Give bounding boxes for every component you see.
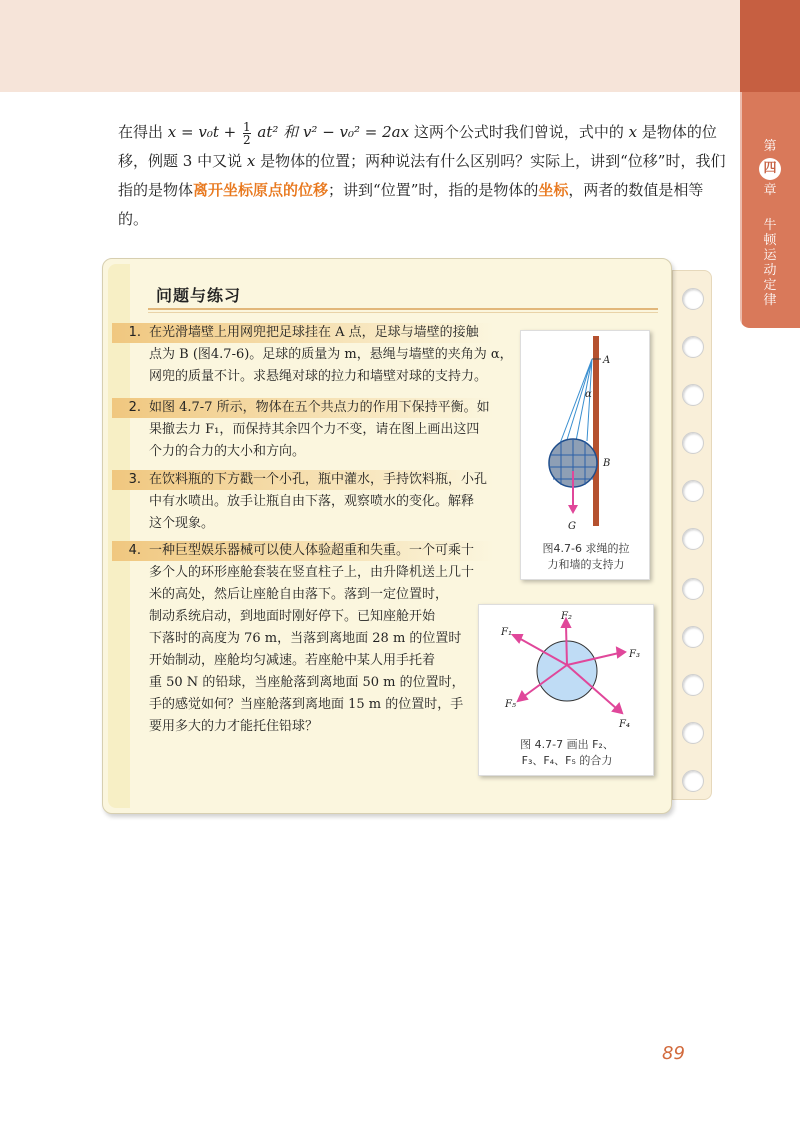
question-line: 手的感觉如何？当座舱落到离地面 15 m 的位置时，手 [149,697,464,712]
highlight-term: 离开坐标原点的位移 [193,181,329,199]
ring-hole [682,528,704,550]
ring-hole [682,336,704,358]
ball-on-wall-diagram [521,331,651,536]
question-line: 中有水喷出。放手让瓶自由下落，观察喷水的变化。解释 [149,494,475,509]
fraction-numerator: 1 [243,119,251,134]
question-line: 点为 B (图4.7-6)。足球的质量为 m，悬绳与墙壁的夹角为 α， [149,347,513,362]
label-f4: F₄ [619,719,630,730]
caption-line: 图 4.7-7 画出 F₂、 [520,738,614,751]
caption-line: 图4.7-6 求绳的拉 [542,542,630,555]
formula-part: x = v₀t + [167,123,237,141]
five-forces-diagram [479,605,655,733]
force-f1-head [513,635,522,642]
net-strings [559,359,592,446]
figure-caption [525,541,647,573]
ring-hole [682,674,704,696]
formula-part: at² 和 v² − v₀² = 2ax [257,123,410,141]
chapter-prefix: 第 [763,139,777,154]
question-line: 米的高处，然后让座舱自由落下。落到一定位置时， [149,587,449,602]
question-number: 3. [128,472,141,487]
chapter-marker [752,138,788,308]
fraction [243,121,251,146]
intro-text: 是物体的位置；两种说法有什么区别吗？实际上，讲到“位移”时，我们指的是物体 [118,152,726,199]
variable-x: x [628,123,638,141]
question-line: 如图 4.7-7 所示，物体在五个共点力的作用下保持平衡。如 [149,400,490,415]
question-4 [113,540,474,738]
question-line: 网兜的质量不计。求悬绳对球的拉力和墙壁对球的支持力。 [149,369,488,384]
question-line: 果撤去力 F₁，而保持其余四个力不变，请在图上画出这四 [149,422,480,437]
ring-hole [682,480,704,502]
intro-text: ，两者的数值是相等的。 [118,181,704,228]
header-band [0,0,740,92]
highlight-term: 坐标 [538,181,569,199]
question-number: 1. [128,325,141,340]
question-3 [113,469,487,535]
question-line: 这个现象。 [149,516,215,531]
force-f3-head [617,648,625,657]
question-line: 重 50 N 的铅球，当座舱落到离地面 50 m 的位置时， [149,675,465,690]
page-number: 89 [662,1043,685,1064]
fraction-denominator: 2 [243,132,251,147]
question-line: 下落时的高度为 76 m，当落到离地面 28 m 的位置时 [149,631,462,646]
question-line: 在光滑墙壁上用网兜把足球挂在 A 点，足球与墙壁的接触 [149,325,479,340]
chapter-suffix: 章 [763,183,777,198]
question-line: 个力的合力的大小和方向。 [149,444,306,459]
chapter-title: 牛顿运动定律 [763,218,777,308]
figure-caption [485,737,649,769]
question-line: 一种巨型娱乐器械可以使人体验超重和失重。一个可乘十 [149,543,475,558]
force-f2-line [566,625,567,665]
force-f5-head [518,692,527,701]
ring-hole [682,578,704,600]
chapter-side-tab-top [740,0,800,92]
label-g: G [568,521,576,532]
question-number: 2. [128,400,141,415]
gravity-arrowhead [568,505,578,514]
question-number: 4. [128,543,141,558]
ring-hole [682,626,704,648]
label-alpha: α [585,389,592,400]
caption-line: F₃、F₄、F₅ 的合力 [521,754,613,767]
intro-text: 在得出 [118,123,164,141]
variable-x: x [246,152,256,170]
ring-hole [682,432,704,454]
chapter-number: 四 [759,158,781,180]
section-title: 问题与练习 [156,286,242,305]
side-tab-divider [740,92,742,328]
ring-hole [682,722,704,744]
section-rule [148,308,658,310]
question-line: 开始制动，座舱均匀减速。若座舱中某人用手托着 [149,653,436,668]
question-line: 要用多大的力才能托住铅球？ [149,719,319,734]
question-2 [113,397,490,463]
figure-4-7-6 [520,330,650,580]
label-f5: F₅ [505,699,516,710]
section-rule [148,312,658,313]
label-f3: F₃ [629,649,640,660]
label-f1: F₁ [501,627,512,638]
label-b: B [603,458,611,469]
ring-hole [682,288,704,310]
intro-text: ；讲到“位置”时，指的是物体的 [328,181,539,199]
question-1 [113,322,513,388]
ring-hole [682,770,704,792]
label-a: A [603,355,611,366]
label-f2: F₂ [561,611,572,622]
intro-text: 是物体的位移，例题 3 中又说 [118,123,717,170]
figure-4-7-7 [478,604,654,776]
wall [593,336,599,526]
question-line: 制动系统启动，到地面时刚好停下。已知座舱开始 [149,609,436,624]
ring-hole [682,384,704,406]
intro-paragraph [118,118,728,234]
caption-line: 力和墙的支持力 [547,558,625,571]
intro-text: 这两个公式时我们曾说，式中的 [413,123,624,141]
question-line: 多个人的环形座舱套装在竖直柱子上，由升降机送上几十 [149,565,475,580]
question-line: 在饮料瓶的下方戳一个小孔，瓶中灌水，手持饮料瓶，小孔 [149,472,488,487]
